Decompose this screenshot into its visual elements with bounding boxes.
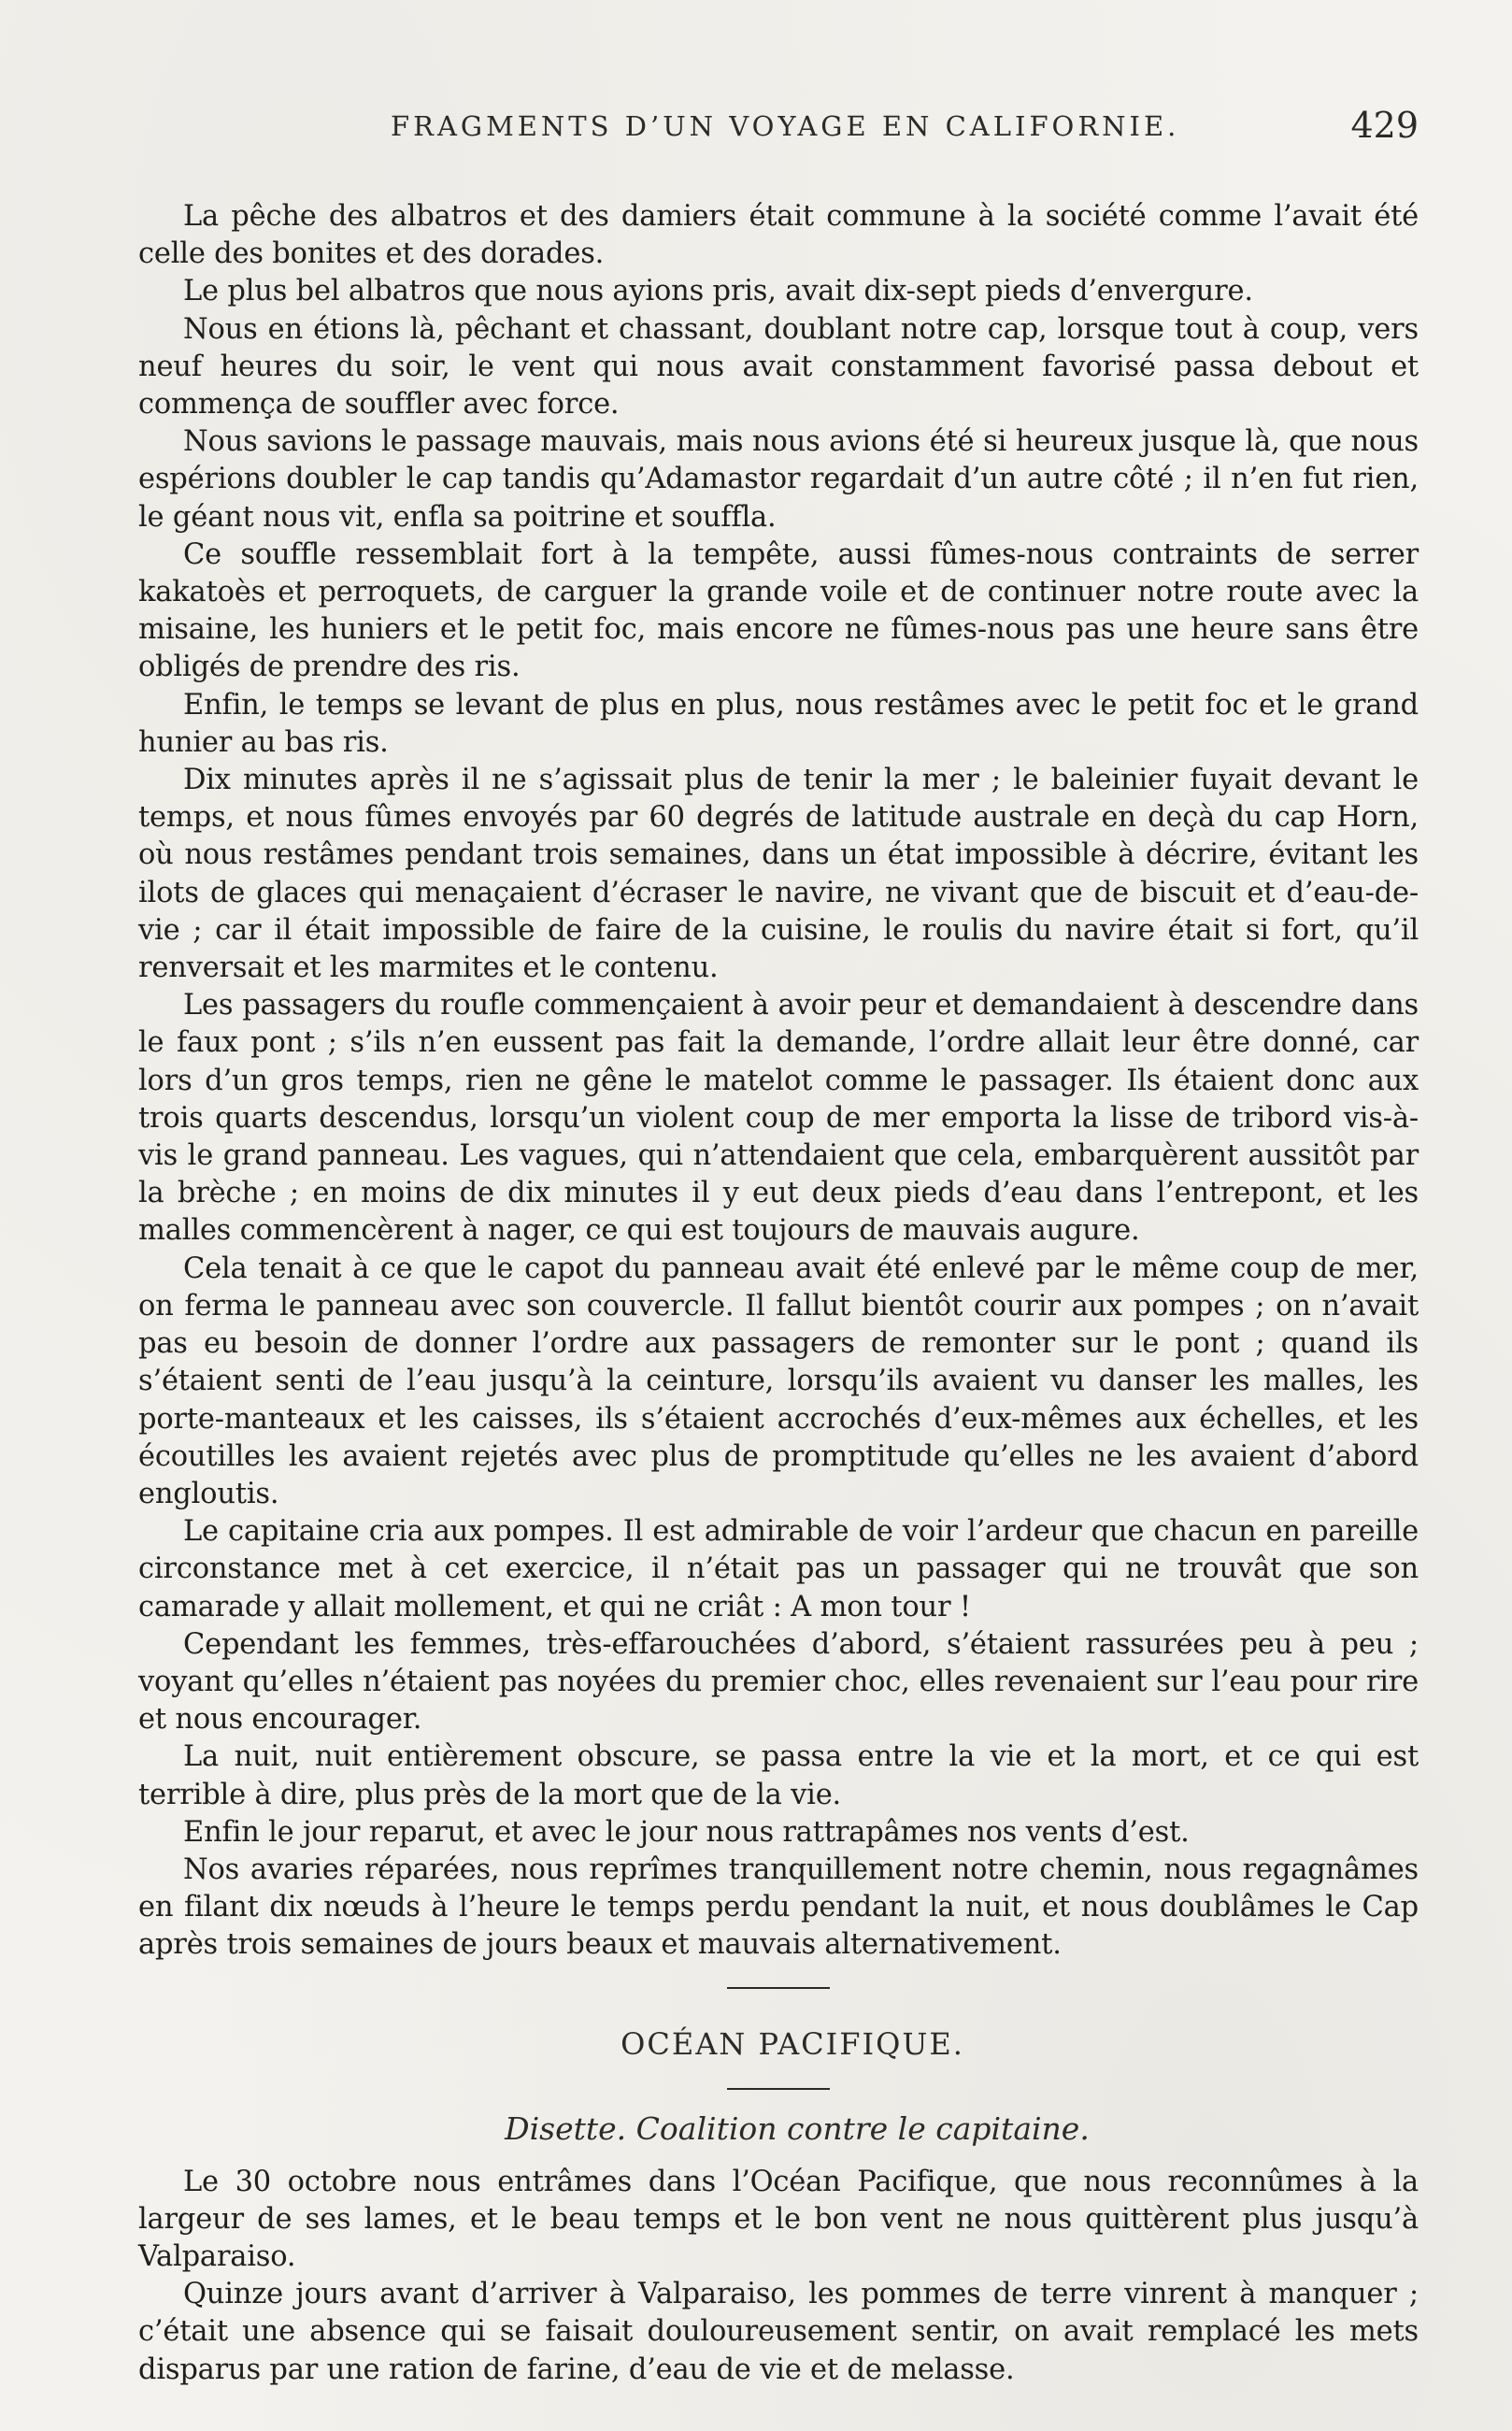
running-head: [138, 101, 1419, 157]
section-title: OCÉAN PACIFIQUE.: [620, 2025, 964, 2062]
running-title: FRAGMENTS D’UN VOYAGE EN CALIFORNIE.: [391, 110, 1180, 142]
paragraph: Le 30 octobre nous entrâmes dans l’Océan Pacifique, que nous reconnûmes à la largeur de ses lames, et le beau temps et le bon vent ne nous quittèrent plus jusqu’à Valparaiso.: [138, 2165, 1419, 2273]
paragraph: Le capitaine cria aux pompes. Il est admirable de voir l’ardeur que chacun en pareille circonstance met à cet exercice, il n’était pas un passager qui ne trouvât que son camarade y allait mollement, et qui ne criât : A mon tour !: [138, 1515, 1419, 1623]
paragraph: Nous en étions là, pêchant et chassant, doublant notre cap, lorsque tout à coup, vers neuf heures du soir, le vent qui nous avait constamment favorisé passa debout et commença de souffler avec force.: [138, 312, 1419, 422]
paragraph: La nuit, nuit entièrement obscure, se passa entre la vie et la mort, et ce qui est terrible à dire, plus près de la mort que de la vie.: [138, 1740, 1419, 1811]
paragraph: Ce souffle ressemblait fort à la tempête, aussi fûmes-nous contraints de serrer kakatoès et perroquets, de carguer la grande voile et de continuer notre route avec la misaine, les huniers et le petit foc, mais encore ne fûmes-nous pas une heure sans être obligés de prendre des ris.: [138, 537, 1419, 684]
paragraph: Quinze jours avant d’arriver à Valparaiso, les pommes de terre vinrent à manquer ; c’était une absence qui se faisait douloureusement sentir, on avait remplacé les mets disparus par une ration de farine, d’eau de vie et de melasse.: [138, 2278, 1419, 2386]
body-text: [138, 198, 1419, 2389]
paragraph: Nos avaries réparées, nous reprîmes tranquillement notre chemin, nous regagnâmes en filant dix nœuds à l’heure le temps perdu pendant la nuit, et nous doublâmes le Cap après trois semaines de jours beaux et mauvais alternativement.: [138, 1852, 1419, 1962]
paragraph: Cependant les femmes, très-effarouchées d’abord, s’étaient rassurées peu à peu ; voyant qu’elles n’étaient pas noyées du premier choc, elles revenaient sur l’eau pour rire et nous encourager.: [138, 1627, 1419, 1737]
page-number: 429: [1350, 105, 1419, 146]
paragraph: Enfin le jour reparut, et avec le jour nous rattrapâmes nos vents d’est.: [183, 1815, 1190, 1849]
paragraph: Le plus bel albatros que nous ayions pris, avait dix-sept pieds d’envergure.: [183, 275, 1253, 308]
paragraph: Enfin, le temps se levant de plus en plus, nous restâmes avec le petit foc et le grand hunier au bas ris.: [138, 688, 1419, 759]
paragraph: Nous savions le passage mauvais, mais nous avions été si heureux jusque là, que nous espérions doubler le cap tandis qu’Adamastor regardait d’un autre côté ; il n’en fut rien, le géant nous vit, enfla sa poitrine et souffla.: [138, 425, 1419, 534]
section-subtitle: Disette. Coalition contre le capitaine.: [505, 2109, 1090, 2147]
paragraph: Cela tenait à ce que le capot du panneau avait été enlevé par le même coup de mer, on ferma le panneau avec son couvercle. Il fallut bientôt courir aux pompes ; on n’avait pas eu besoin de donner l’ordre aux passagers de remonter sur le pont ; quand ils s’étaient senti de l’eau jusqu’à la ceinture, lorsqu’ils avaient vu danser les malles, les porte-manteaux et les caisses, ils s’étaient accrochés d’eux-mêmes aux échelles, et les écoutilles les avaient rejetés avec plus de promptitude qu’elles ne les avaient d’abord engloutis.: [138, 1251, 1419, 1510]
paragraph: Les passagers du roufle commençaient à avoir peur et demandaient à descendre dans le faux pont ; s’ils n’en eussent pas fait la demande, l’ordre allait leur être donné, car lors d’un gros temps, rien ne gêne le matelot comme le passager. Ils étaient donc aux trois quarts descendus, lorsqu’un violent coup de mer emporta la lisse de tribord vis-à-vis le grand panneau. Les vagues, qui n’attendaient que cela, embarquèrent aussitôt par la brèche ; en moins de dix minutes il y eut deux pieds d’eau dans l’entrepont, et les malles commencèrent à nager, ce qui est toujours de mauvais augure.: [138, 989, 1419, 1248]
paragraph: La pêche des albatros et des damiers était commune à la société comme l’avait été celle des bonites et des dorades.: [138, 200, 1419, 271]
section-divider-rule: [727, 1987, 830, 1989]
subtitle-divider-rule: [727, 2088, 830, 2090]
paragraph: Dix minutes après il ne s’agissait plus de tenir la mer ; le baleinier fuyait devant le temps, et nous fûmes envoyés par 60 degrés de latitude australe en deçà du cap Horn, où nous restâmes pendant trois semaines, dans un état impossible à décrire, évitant les ilots de glaces qui menaçaient d’écraser le navire, ne vivant que de biscuit et d’eau-de-vie ; car il était impossible de faire de la cuisine, le roulis du navire était si fort, qu’il renversait et les marmites et le contenu.: [138, 764, 1419, 985]
